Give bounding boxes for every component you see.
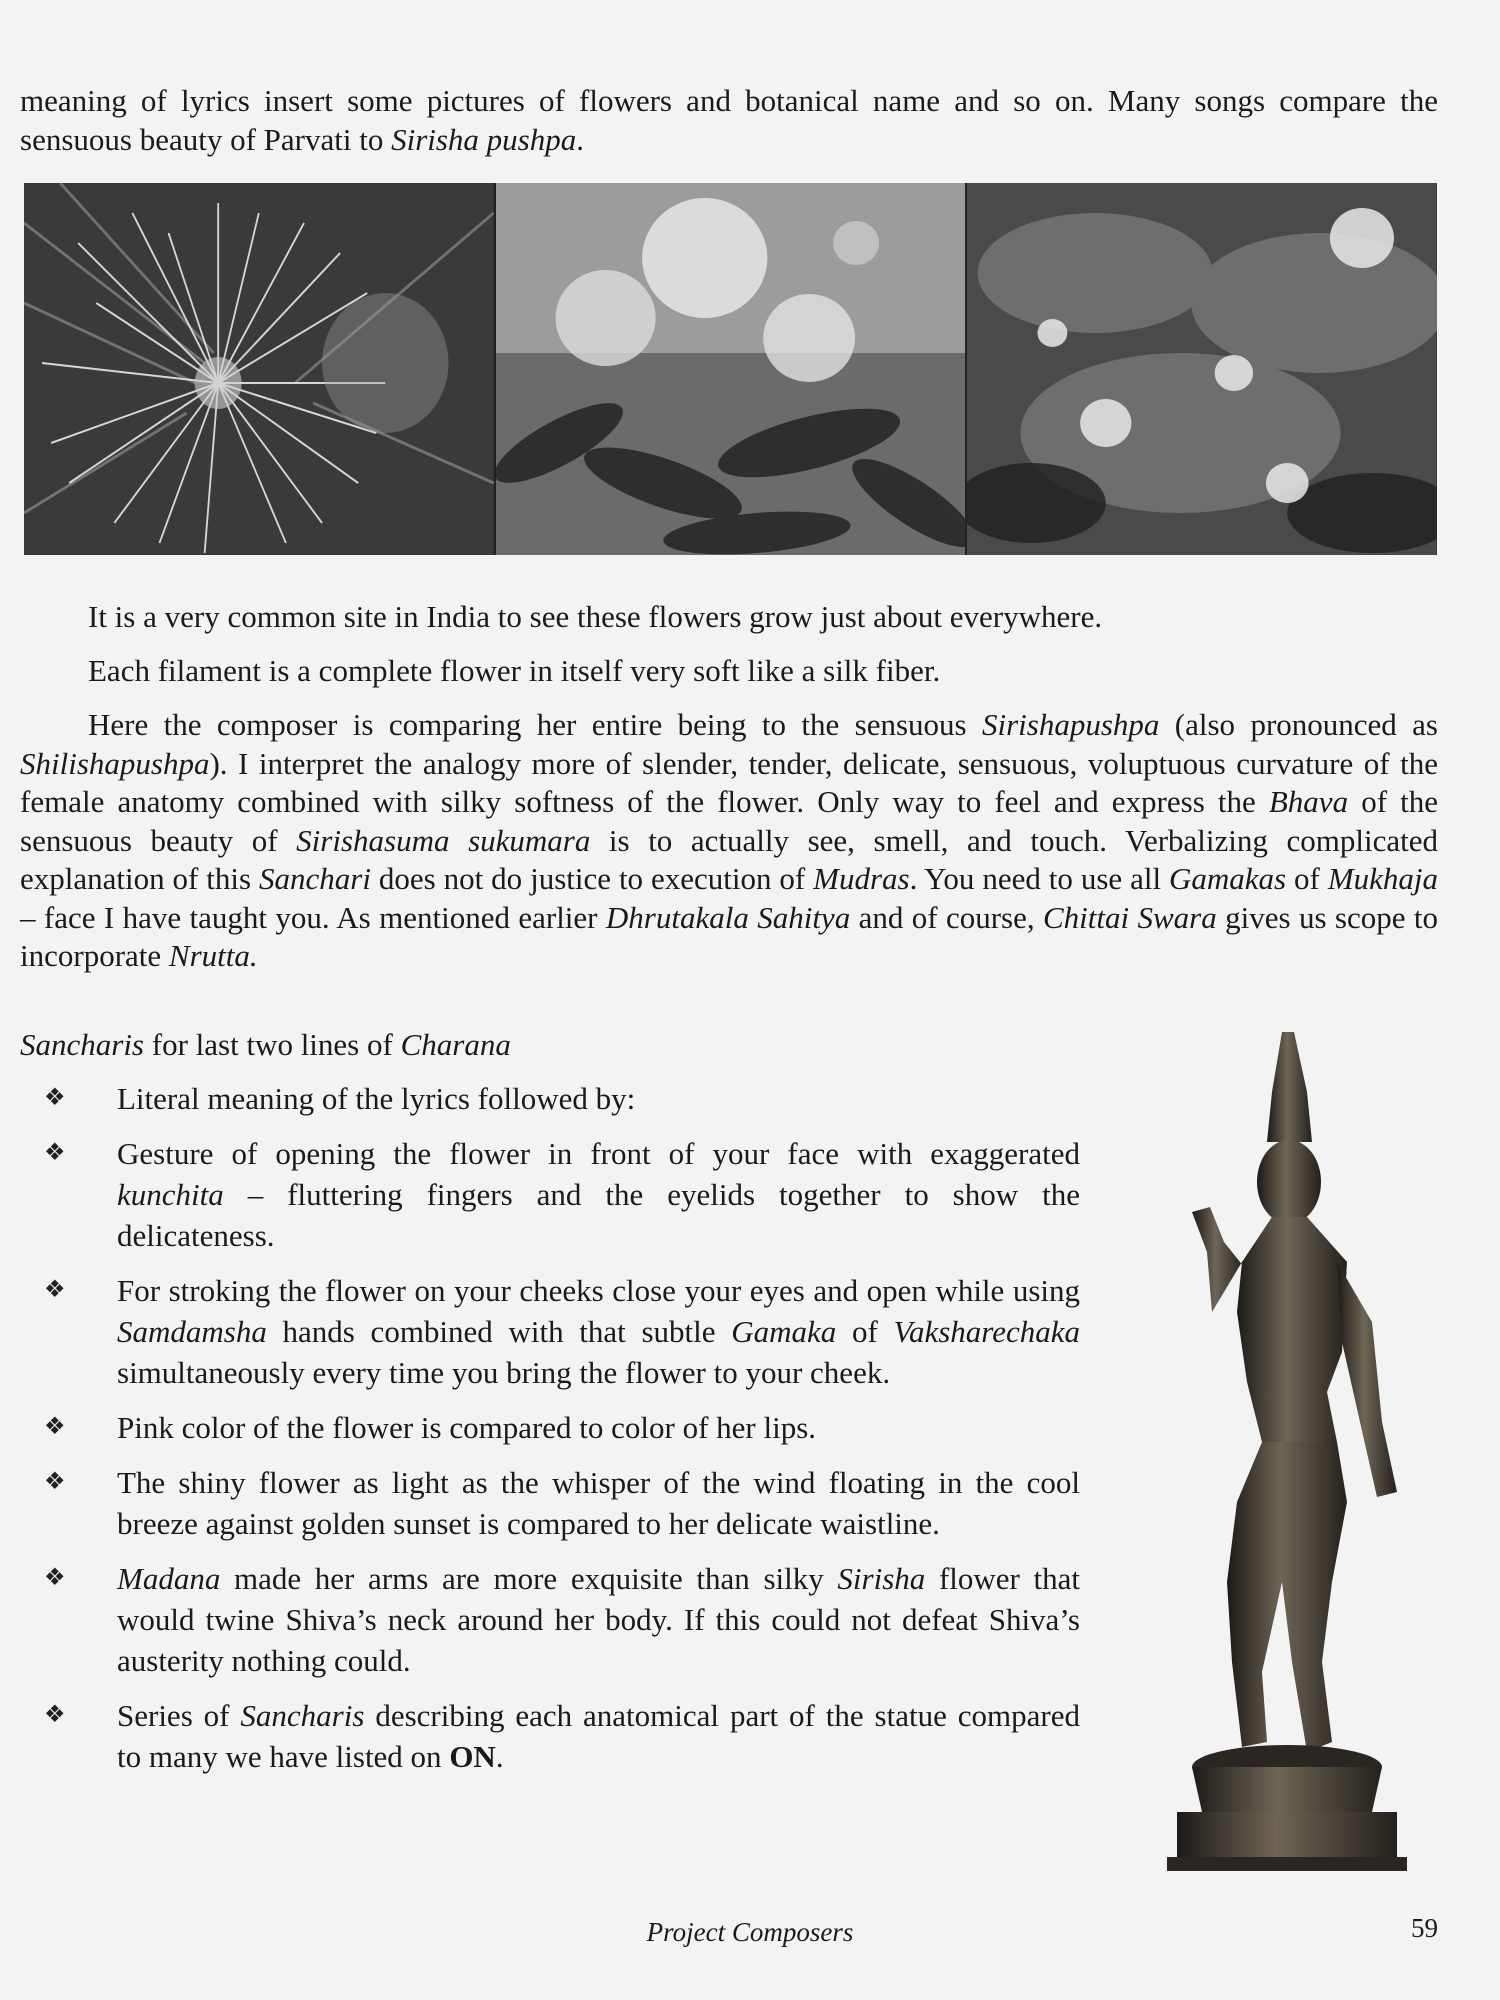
intro-paragraph: meaning of lyrics insert some pictures of flowers and botanical name and so on. Many songs compare the sensuous beauty of Parvati to Sirisha pushpa. [20,83,1438,157]
sirisha-flower-closeup-photo [24,183,494,555]
sancharis-heading: Sancharis for last two lines of Charana [20,1027,511,1062]
paragraph-composer-analogy: Here the composer is comparing her entire being to the sensuous Sirishapushpa (also pronounced as Shilishapushpa). I interpret the analogy more of slender, tender, delicate, sensuous, voluptuous curvature of the female anatomy combined with silky softness of the flower. Only way to feel and express the Bhava of the sensuous beauty of Sirishasuma sukumara is to actually see, smell, and touch. Verbalizing complicated explanation of this Sanchari does not do justice to execution of Mudras. You need to use all Gamakas of Mukhaja – face I have taught you. As mentioned earlier Dhrutakala Sahitya and of course, Chittai Swara gives us scope to incorporate Nrutta. [20,707,1439,973]
diamond-bullet-icon: ❖ [44,1277,66,1303]
sirisha-photo-strip [24,183,1437,555]
running-footer-title: Project Composers [646,1917,854,1947]
list-item: ❖ Literal meaning of the lyrics followed by: [20,1078,1080,1119]
page-number: 59 [1411,1913,1438,1943]
diamond-bullet-icon: ❖ [44,1469,66,1495]
list-item: ❖ Series of Sancharis describing each anatomical part of the statue compared to many we have listed on ON. [20,1695,1080,1777]
diamond-bullet-icon: ❖ [44,1565,66,1591]
paragraph-common-sight: It is a very common site in India to see these flowers grow just about everywhere. [88,599,1103,634]
diamond-bullet-icon: ❖ [44,1140,66,1166]
list-item: ❖ The shiny flower as light as the whisper of the wind floating in the cool breeze against golden sunset is compared to her delicate waistline. [20,1462,1080,1544]
sirisha-tree-branches-photo [967,183,1437,555]
paragraph-filament: Each filament is a complete flower in itself very soft like a silk fiber. [88,653,941,688]
list-item: ❖ Gesture of opening the flower in front of your face with exaggerated kunchita – fluttering fingers and the eyelids together to show the delicateness. [20,1133,1080,1256]
sirisha-flowers-with-leaves-photo [496,183,966,555]
list-item: ❖ Madana made her arms are more exquisite than silky Sirisha flower that would twine Shiva’s neck around her body. If this could not defeat Shiva’s austerity nothing could. [20,1558,1080,1681]
diamond-bullet-icon: ❖ [44,1414,66,1440]
sancharis-bullet-list [20,1078,1080,1791]
bronze-parvati-statue-photo [1132,1022,1452,1877]
diamond-bullet-icon: ❖ [44,1085,66,1111]
list-item: ❖ For stroking the flower on your cheeks close your eyes and open while using Samdamsha hands combined with that subtle Gamaka of Vaksharechaka simultaneously every time you bring the flower to your cheek. [20,1270,1080,1393]
diamond-bullet-icon: ❖ [44,1702,66,1728]
list-item: ❖ Pink color of the flower is compared to color of her lips. [20,1407,1080,1448]
